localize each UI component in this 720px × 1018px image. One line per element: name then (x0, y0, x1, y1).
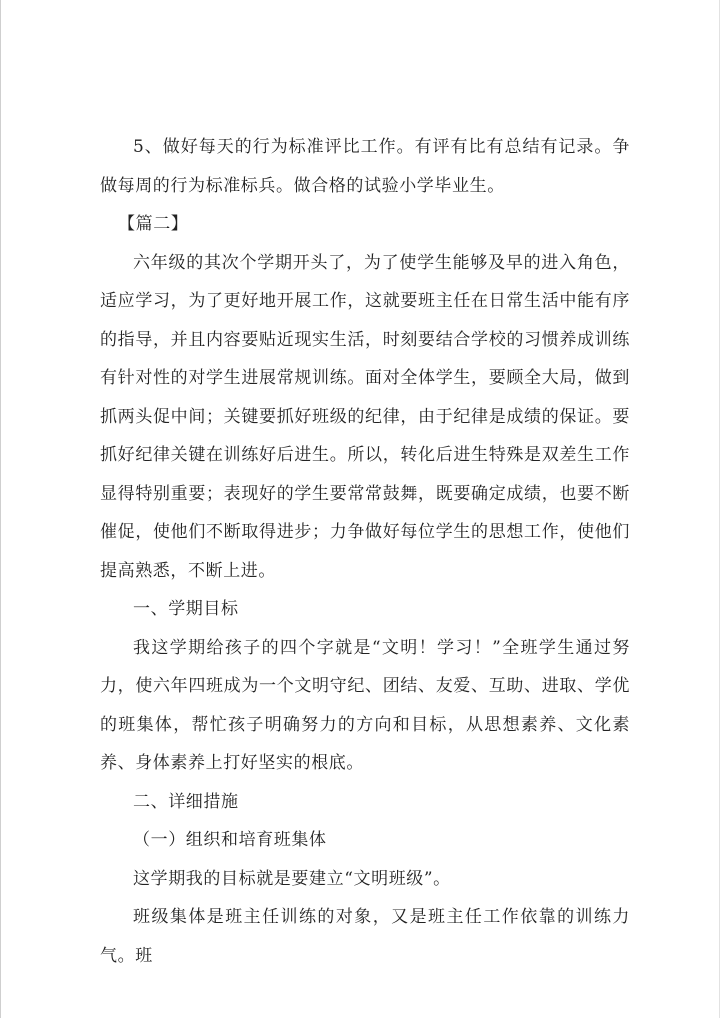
heading-semester-goals: 一、学期目标 (133, 599, 239, 619)
goals-paragraph: 我这学期给孩子的四个字就是“文明！学习！”全班学生通过努力，使六年四班成为一个文明守纪、团结、友爱、互助、进取、学优的班集体，帮忙孩子明确努力的方向和目标，从思想素养、文化素养、身体素养上打好坚实的根底。 (100, 637, 630, 773)
section-heading-part-two: 【篇二】 (118, 214, 189, 234)
class-collective-paragraph: 班级集体是班主任训练的对象，又是班主任工作依靠的训练力气。班 (100, 907, 630, 966)
intro-paragraph: 六年级的其次个学期开头了，为了使学生能够及早的进入角色，适应学习，为了更好地开展工作，这就要班主任在日常生活中能有序的指导，并且内容要贴近现实生活，时刻要结合学校的习惯养成训练有针对性的对学生进展常规训练。面对全体学生，要顾全大局，做到抓两头促中间；关键要抓好班级的纪律，由于纪律是成绩的保证。要抓好纪律关键在训练好后进生。所以，转化后进生特殊是双差生工作显得特别重要；表现好的学生要常常鼓舞，既要确定成绩，也要不断催促，使他们不断取得进步；力争做好每位学生的思想工作，使他们提高熟悉，不断上进。 (100, 252, 630, 581)
goal-statement-paragraph: 这学期我的目标就是要建立“文明班级”。 (133, 868, 451, 889)
subheading-organize-class: （一）组织和培育班集体 (133, 830, 327, 850)
document-body (100, 128, 630, 975)
page-left-border (0, 0, 1, 1018)
heading-detailed-measures: 二、详细措施 (133, 791, 239, 812)
paragraph-item-5: 5、做好每天的行为标准评比工作。有评有比有总结有记录。争做每周的行为标准标兵。做合格的试验小学毕业生。 (100, 137, 630, 196)
